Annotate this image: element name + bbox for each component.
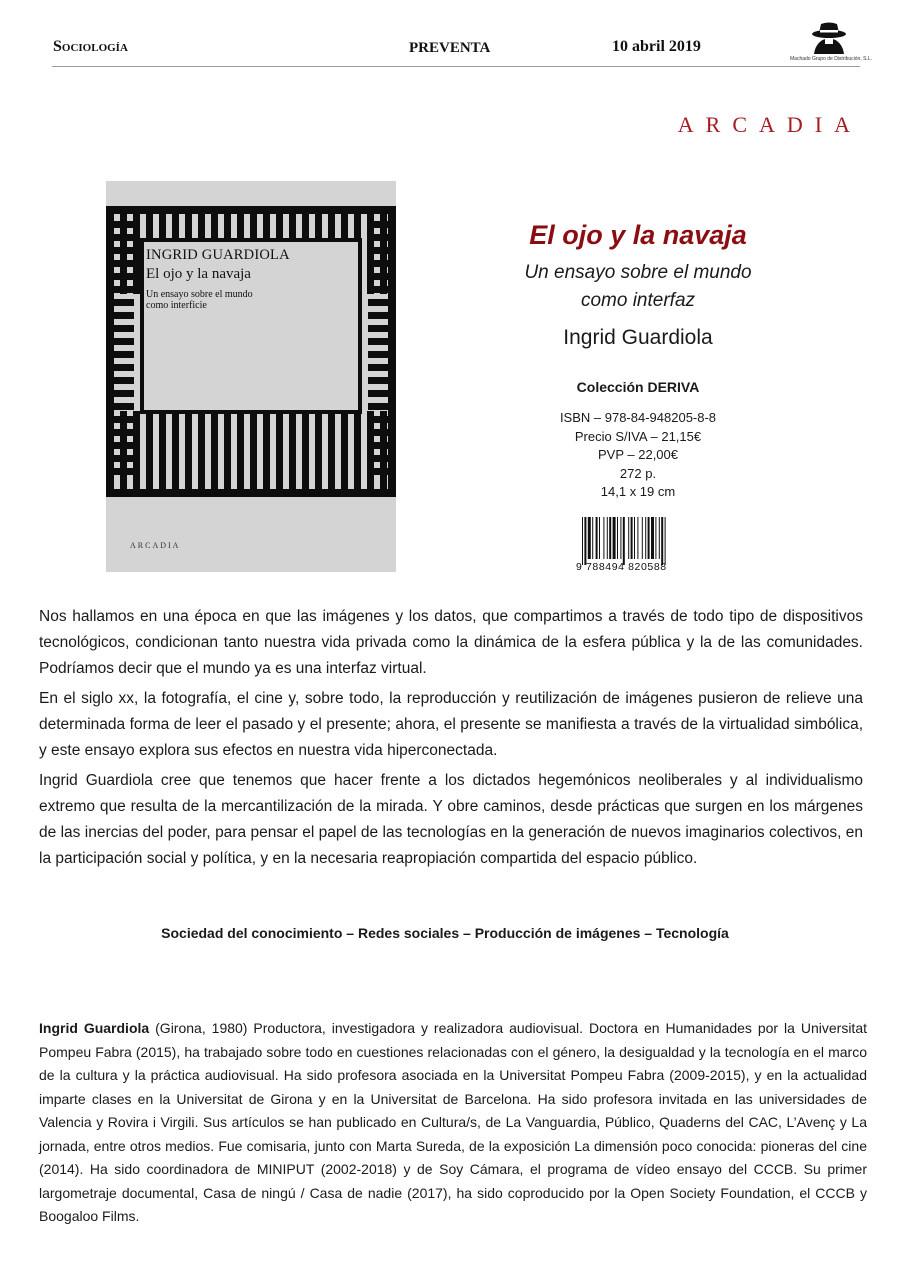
description-paragraph: Nos hallamos en una época en que las imágenes y los datos, que compartimos a través de todo tipo de dispositivos tecnológicos, condicionan tanto nuestra vida privada como la dinámica de la esfera pública y la de las comunidades. Podríamos decir que el mundo ya es una interfaz virtual. xyxy=(39,608,863,677)
book-author: Ingrid Guardiola xyxy=(563,326,713,349)
author-bio xyxy=(39,1017,867,1229)
book-title: El ojo y la navaja xyxy=(529,220,747,250)
cover-text-block xyxy=(146,247,346,311)
pvp-price: PVP – 22,00€ xyxy=(598,447,678,462)
description-paragraph: Ingrid Guardiola cree que tenemos que hacer frente a los dictados hegemónicos neoliberales y al individualismo extremo que resulta de la mercantilización de la mirada. Y obre caminos, desde prácticas que surgen en los márgenes de las inercias del poder, para pensar el papel de las tecnologías en la generación de nuevos imaginarios colectivos, en la participación social y política, y en la necesaria reapropiación compartida del espacio público. xyxy=(39,772,863,867)
price-net: Precio S/IVA – 21,15€ xyxy=(574,428,702,444)
keywords: Sociedad del conocimiento – Redes sociales – Producción de imágenes – Tecnología xyxy=(161,925,729,941)
barcode-digits: 9 788494 820588 xyxy=(576,561,667,573)
header-divider xyxy=(52,66,860,67)
publisher-logo: ARCADIA xyxy=(677,112,862,137)
category-label: Sociología xyxy=(53,38,128,55)
bio-name: Ingrid Guardiola xyxy=(39,1020,150,1036)
page-count: 272 p. xyxy=(619,465,657,481)
isbn: ISBN – 978-84-948205-8-8 xyxy=(559,410,717,425)
cover-meander-pattern xyxy=(106,181,396,572)
release-date: 10 abril 2019 xyxy=(612,38,701,55)
description-paragraph: En el siglo xx, la fotografía, el cine y, sobre todo, la reproducción y reutilización de imágenes pusieron de relieve una determinada forma de leer el pasado y el presente; ahora, el presente se manifiesta a través de la virtualidad simbólica, y este ensayo explora sus efectos en nuestra vida hiperconectada. xyxy=(39,690,863,759)
cover-title: El ojo y la navaja xyxy=(146,266,251,282)
preventa-label: PREVENTA xyxy=(409,40,491,56)
distributor-caption: Machado Grupo de Distribución, S.L. xyxy=(790,56,872,62)
book-size: 14,1 x 19 cm xyxy=(600,484,676,499)
cover-subtitle: Un ensayo sobre el mundo como interficie xyxy=(146,289,253,311)
bio-text: (Girona, 1980) Productora, investigadora y realizadora audiovisual. Doctora en Humanidades por la Universitat Pompeu Fabra (2015), ha trabajado sobre todo en cuestiones relacionadas con el género, la desigualdad y la tecnología en el marco de la cultura y la práctica audiovisual. Ha sido profesora asociada en la Universitat Pompeu Fabra (2009-2015), y en la actualidad imparte clases en la Universitat de Girona y en la Universitat de Barcelona. Ha sido profesora invitada en las universidades de Valencia y Rovira i Virgili. Sus artículos se han publicado en Cultura/s, de La Vanguardia, Público, Quaderns del CAC, L’Avenç y La jornada, entre otros medios. Fue comisaria, junto con Marta Sureda, de la exposición La dimensión poco conocida: pioneras del cine (2014). Ha sido coordinadora de MINIPUT (2002-2018) y de Soy Cámara, el programa de vídeo ensayo del CCCB. Su primer largometraje documental, Casa de ningú / Casa de nadie (2017), ha sido coproducido por la Open Society Foundation, el CCCB y Boogaloo Films. xyxy=(39,1020,868,1224)
book-specs xyxy=(498,409,778,502)
cover-imprint: ARCADIA xyxy=(130,541,181,550)
collection-label: Colección DERIVA xyxy=(576,379,700,395)
book-subtitle: Un ensayo sobre el mundo como interfaz xyxy=(524,262,752,311)
book-cover xyxy=(106,181,396,572)
cover-author: INGRID GUARDIOLA xyxy=(146,247,290,263)
